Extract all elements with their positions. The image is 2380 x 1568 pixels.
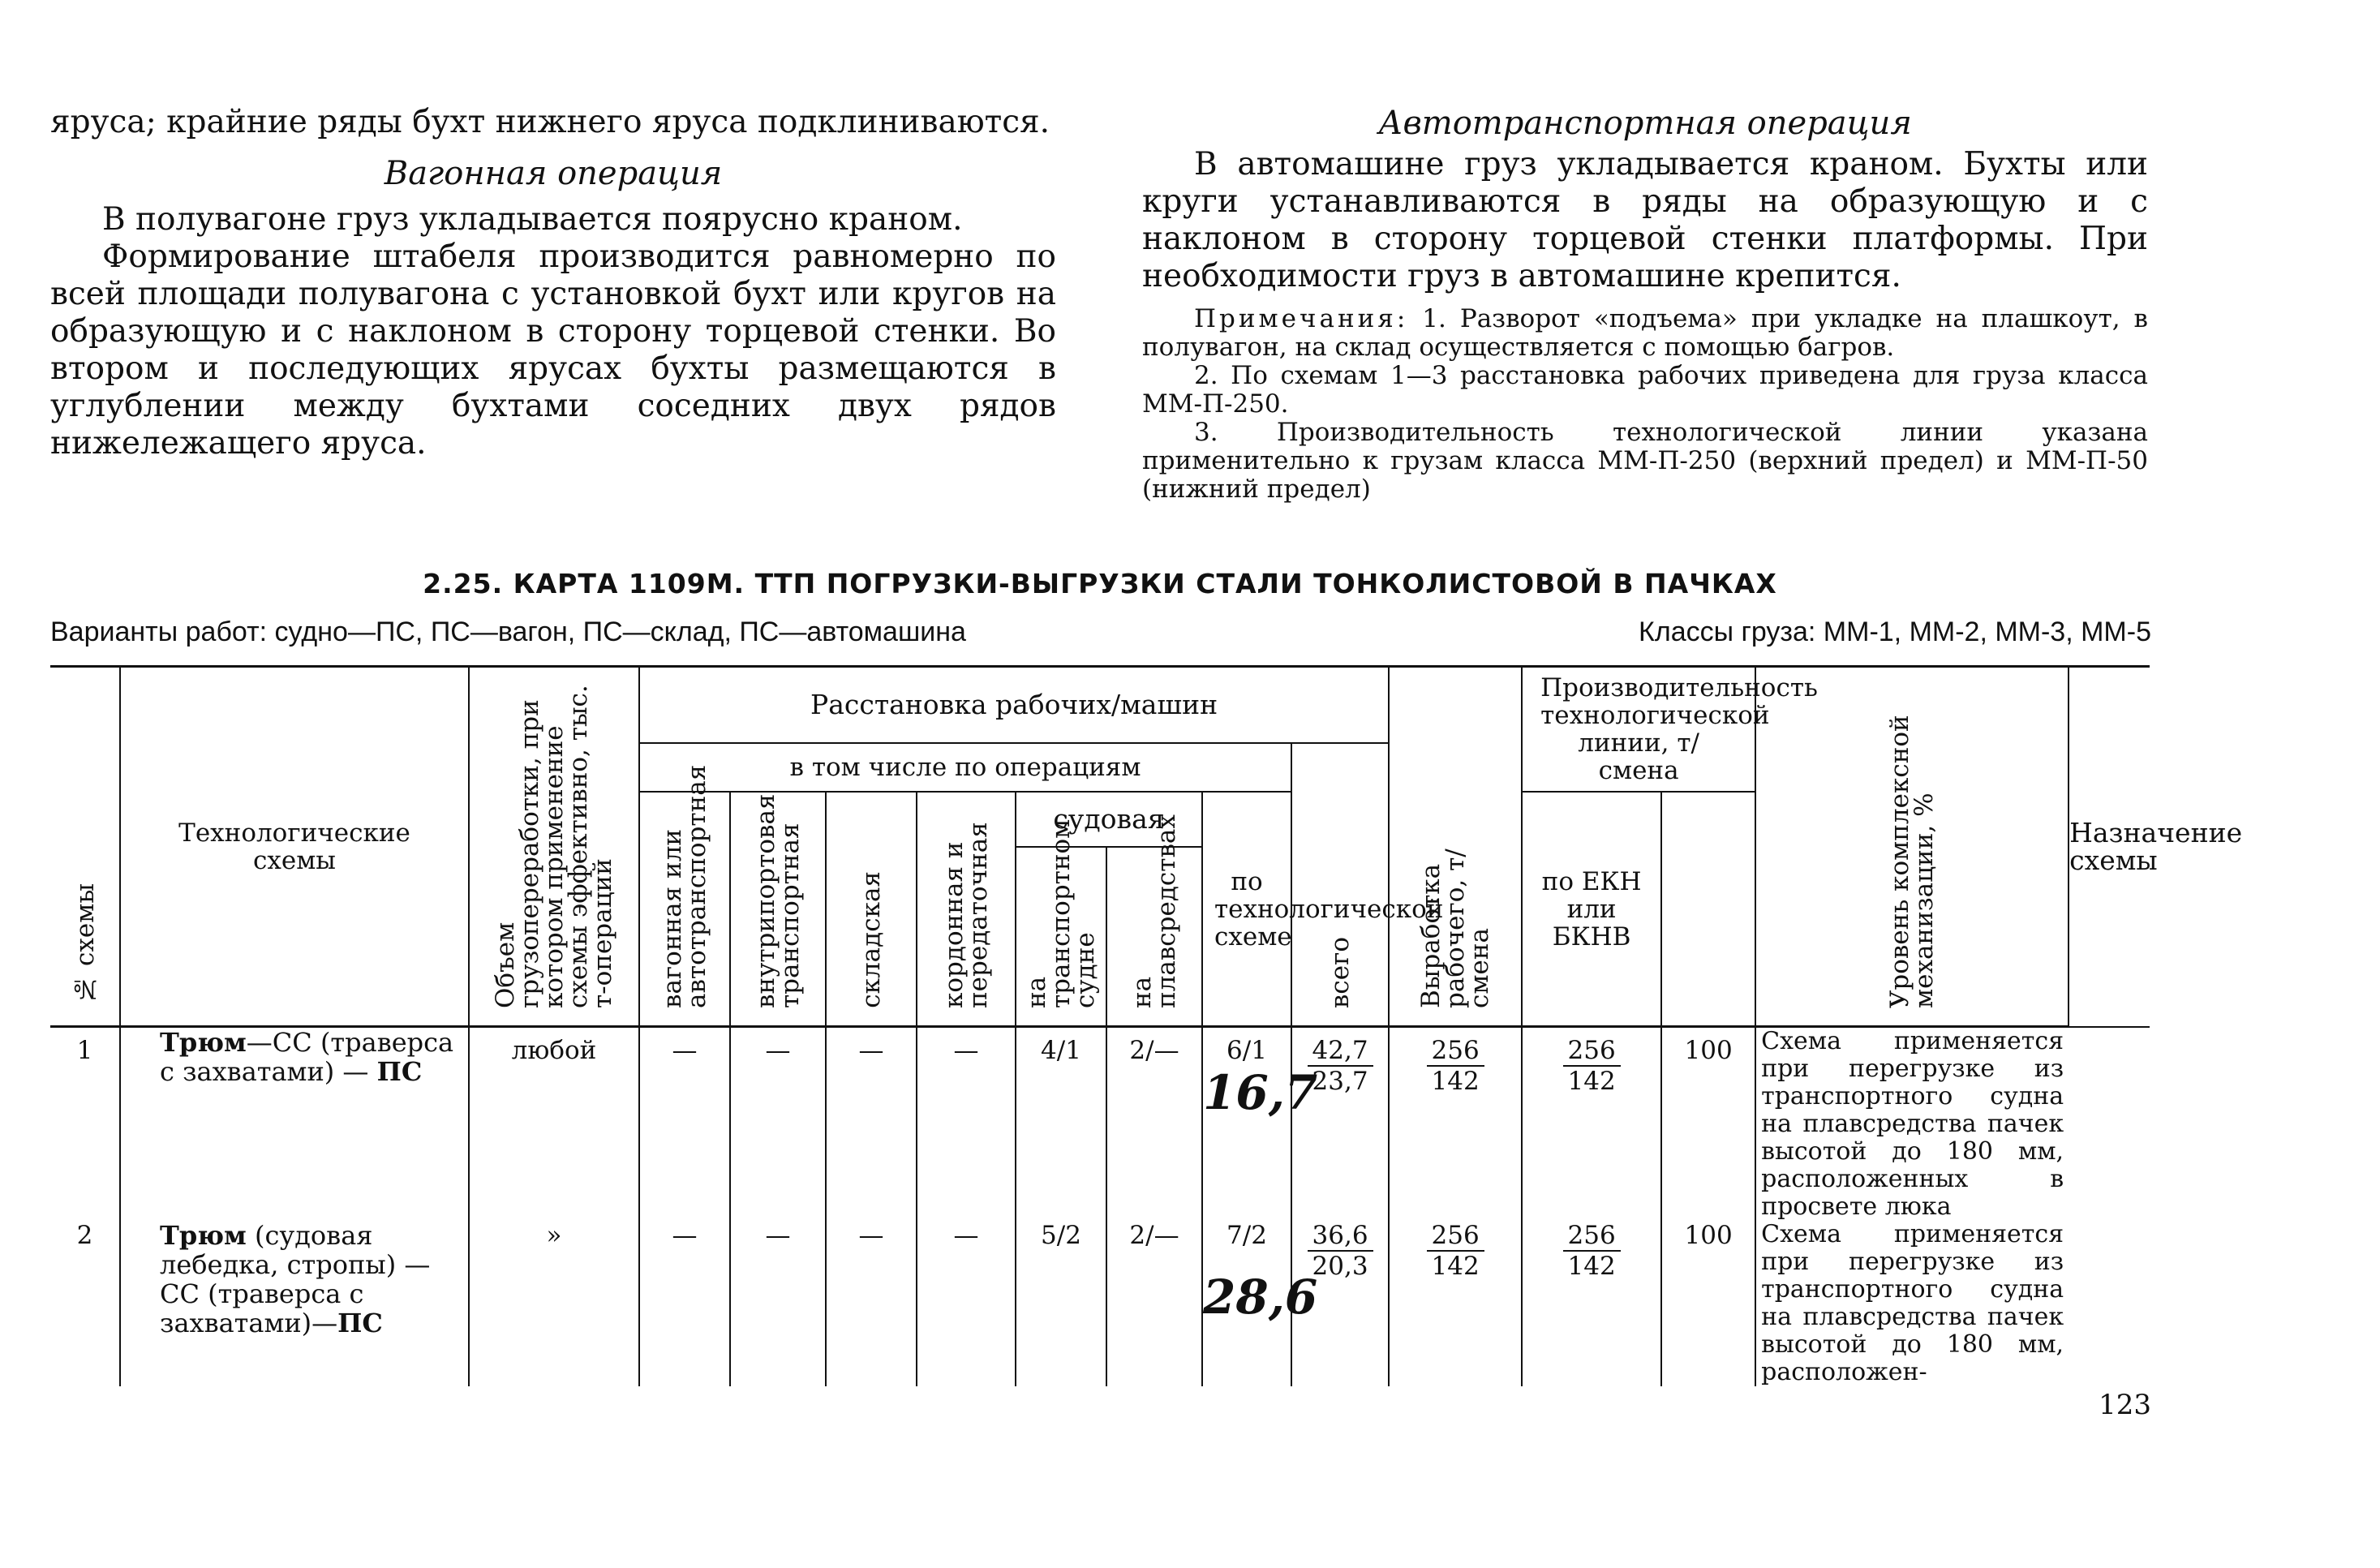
left-para-2: В полувагоне груз укладывается поярусно краном. bbox=[102, 201, 963, 238]
col-total-header: всего bbox=[1291, 743, 1389, 1027]
prod-bottom: 142 bbox=[1431, 1252, 1480, 1281]
row-on-float: 2/— bbox=[1106, 1221, 1202, 1386]
row-total bbox=[1202, 1221, 1318, 1386]
row-purpose: Схема применяется при перегрузке из транспортного судна на плавсредства пачек высотой до 180 мм, расположенных в просвете люка bbox=[1755, 1027, 2069, 1222]
output-top: 42,7 bbox=[1308, 1036, 1373, 1067]
row-purpose: Схема применяется при перегрузке из транспортного судна на плавсредства пачек высотой до 180 мм, расположен- bbox=[1755, 1221, 2069, 1386]
row-mech: 100 bbox=[1661, 1027, 1755, 1222]
scheme-middle: —СС (траверса с захватами) — bbox=[160, 1027, 454, 1087]
wagon-operation-heading: Вагонная операция bbox=[384, 155, 723, 192]
row-num: 2 bbox=[50, 1221, 120, 1386]
col-output-header: Выработка рабочего, т/смена bbox=[1389, 667, 1522, 1027]
row-intraport: — bbox=[730, 1221, 826, 1386]
col-by-ekn-header: по ЕКН или БКНВ bbox=[1522, 792, 1661, 1027]
row-productivity bbox=[1389, 1221, 1522, 1386]
col-wagon-header: вагонная или автотранспортная bbox=[639, 792, 730, 1027]
col-schemes-header: Технологические схемы bbox=[120, 667, 469, 1027]
output-top: 36,6 bbox=[1308, 1221, 1373, 1252]
left-column bbox=[50, 104, 1056, 462]
note-2: 2. По схемам 1—3 расстановка рабочих приведена для груза класса ММ-П-250. bbox=[1142, 361, 2148, 419]
work-variants: Варианты работ: судно—ПС, ПС—вагон, ПС—склад, ПС—автомашина bbox=[50, 616, 966, 647]
col-intraport-header: внутрипортовая транспортная bbox=[730, 792, 826, 1027]
col-purpose-header: Назначение схемы bbox=[2069, 667, 2150, 1027]
cargo-classes: Классы груза: ММ-1, ММ-2, ММ-3, ММ-5 bbox=[1639, 616, 2151, 647]
scheme-start: Трюм bbox=[160, 1220, 247, 1251]
row-on-transport: 4/1 bbox=[1016, 1027, 1106, 1222]
col-cordon-header: кордонная и передаточная bbox=[917, 792, 1016, 1027]
row-ekn bbox=[1522, 1027, 1661, 1222]
table-row bbox=[50, 1027, 2150, 1222]
row-productivity bbox=[1389, 1027, 1522, 1222]
col-by-ops-header: в том числе по операциям bbox=[639, 743, 1291, 793]
col-num-header: № схемы bbox=[50, 667, 120, 1027]
row-cordon: — bbox=[917, 1027, 1016, 1222]
row-volume: любой bbox=[469, 1027, 639, 1222]
row-on-transport: 5/2 bbox=[1016, 1221, 1106, 1386]
col-productivity-header: Производительность технологической линии, т/смена bbox=[1522, 667, 1755, 793]
col-on-transport-header: на транспортном судне bbox=[1016, 847, 1106, 1027]
row-scheme bbox=[120, 1221, 469, 1386]
row-output bbox=[1291, 1027, 1389, 1222]
operations-table bbox=[50, 665, 2243, 1386]
row-num: 1 bbox=[50, 1027, 120, 1222]
row-total-value: 6/1 bbox=[1227, 1036, 1267, 1065]
left-para-1: яруса; крайние ряды бухт нижнего яруса подклиниваются. bbox=[50, 104, 1050, 140]
col-placement-header: Расстановка рабочих/машин bbox=[639, 667, 1389, 743]
row-total-value: 7/2 bbox=[1227, 1221, 1267, 1250]
notes-block bbox=[1142, 305, 2148, 504]
row-ekn bbox=[1522, 1221, 1661, 1386]
row-total bbox=[1202, 1027, 1318, 1222]
output-bottom: 23,7 bbox=[1312, 1067, 1368, 1096]
row-on-float: 2/— bbox=[1106, 1027, 1202, 1222]
table-row bbox=[50, 1221, 2150, 1386]
left-para-3: Формирование штабеля производится равномерно по всей площади полувагона с установкой бухт или кругов на образующую и с наклоном в сторону торцевой стенки. Во втором и последующих ярусах бухты размещаются в углублении между бухтами соседних двух рядов нижележащего яруса. bbox=[50, 238, 1056, 462]
row-wagon: — bbox=[639, 1221, 730, 1386]
handwritten-note: 16,7 bbox=[1203, 1065, 1318, 1120]
col-mech-header: Уровень комплексной механизации, % bbox=[1755, 667, 2069, 1027]
right-para-1: В автомашине груз укладывается краном. Бухты или круги устанавливаются в ряды на образующую и с наклоном в сторону торцевой стенки платформы. При необходимости груз в автомашине крепится. bbox=[1142, 146, 2148, 294]
prod-top: 256 bbox=[1427, 1221, 1484, 1252]
row-warehouse: — bbox=[826, 1027, 917, 1222]
ekn-bottom: 142 bbox=[1567, 1252, 1616, 1281]
scheme-start: Трюм bbox=[160, 1027, 247, 1058]
scheme-middle: (судовая лебедка, стропы) — СС (траверса с захватами)— bbox=[160, 1220, 431, 1338]
col-ship-header: судовая bbox=[1016, 792, 1202, 847]
note-3: 3. Производительность технологической линии указана применительно к грузам класса ММ-П-250 (верхний предел) и ММ-П-50 (нижний предел) bbox=[1142, 418, 2148, 504]
notes-label: Примечания: bbox=[1194, 304, 1409, 333]
ekn-top: 256 bbox=[1563, 1036, 1621, 1067]
col-warehouse-header: складская bbox=[826, 792, 917, 1027]
ekn-top: 256 bbox=[1563, 1221, 1621, 1252]
col-by-scheme-header: по технологической схеме bbox=[1202, 792, 1291, 1027]
row-mech: 100 bbox=[1661, 1221, 1755, 1386]
scheme-end: ПС bbox=[376, 1056, 423, 1087]
right-column bbox=[1142, 104, 2148, 504]
prod-bottom: 142 bbox=[1431, 1067, 1480, 1096]
note-1: 1. Разворот «подъема» при укладке на плашкоут, в полувагон, на склад осуществляется с помощью багров. bbox=[1142, 304, 2149, 362]
row-scheme bbox=[120, 1027, 469, 1222]
prod-top: 256 bbox=[1427, 1036, 1484, 1067]
row-cordon: — bbox=[917, 1221, 1016, 1386]
page-number: 123 bbox=[2099, 1389, 2151, 1421]
row-wagon: — bbox=[639, 1027, 730, 1222]
row-warehouse: — bbox=[826, 1221, 917, 1386]
handwritten-note: 28,6 bbox=[1203, 1269, 1318, 1325]
row-volume: » bbox=[469, 1221, 639, 1386]
table-title: 2.25. КАРТА 1109М. ТТП ПОГРУЗКИ-ВЫГРУЗКИ СТАЛИ ТОНКОЛИСТОВОЙ В ПАЧКАХ bbox=[423, 568, 1777, 599]
scheme-end: ПС bbox=[337, 1308, 383, 1338]
ekn-bottom: 142 bbox=[1567, 1067, 1616, 1096]
output-bottom: 20,3 bbox=[1312, 1252, 1368, 1281]
col-volume-header: Объем грузопереработки, при котором применение схемы эффективно, тыс. т-операций bbox=[469, 667, 639, 1027]
row-intraport: — bbox=[730, 1027, 826, 1222]
auto-operation-heading: Автотранспортная операция bbox=[1378, 105, 1912, 142]
col-on-float-header: на плавсредствах bbox=[1106, 847, 1202, 1027]
